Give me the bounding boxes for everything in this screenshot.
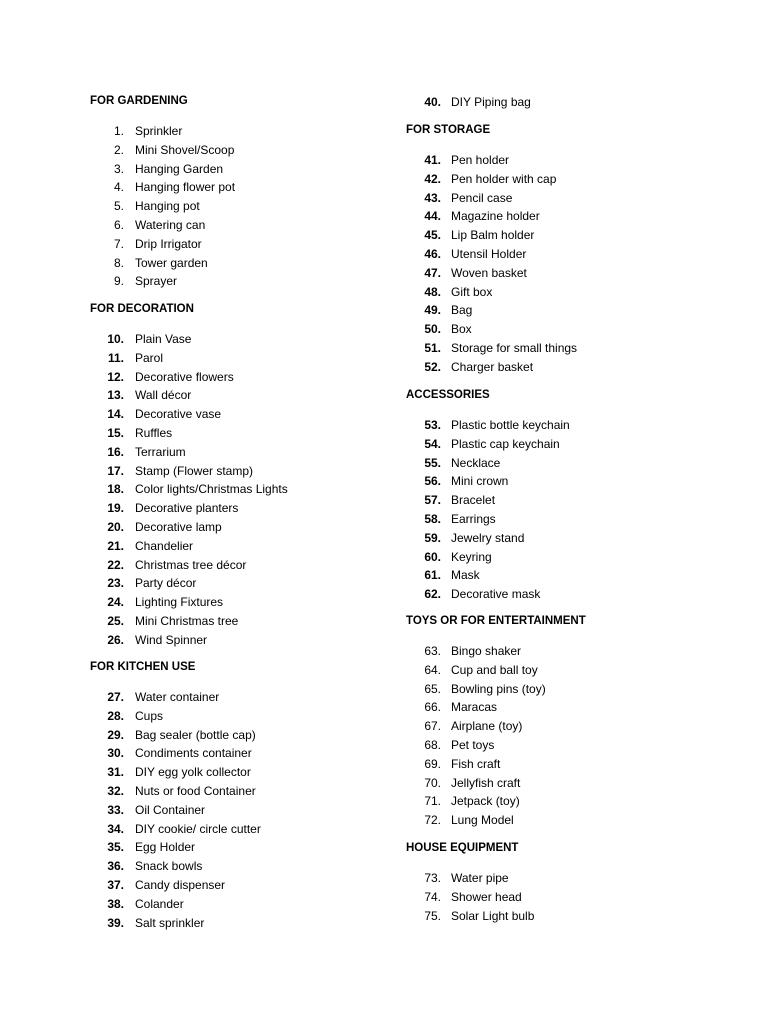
list-item-number: 53. xyxy=(424,418,441,432)
list-item-number: 29. xyxy=(107,727,124,742)
list-item-text: Magazine holder xyxy=(451,209,540,224)
section-heading: FOR KITCHEN USE xyxy=(90,661,196,673)
list-item-number: 11. xyxy=(107,350,124,365)
list-item-number: 47. xyxy=(424,265,441,280)
list-item-number: 63. xyxy=(424,644,441,658)
list-item-text: Jellyfish craft xyxy=(451,775,521,790)
list-item-text: Mini Christmas tree xyxy=(135,614,239,628)
list-item-text: Shower head xyxy=(451,889,522,904)
list-item-text: Mini Shovel/Scoop xyxy=(135,142,235,157)
section-heading: FOR STORAGE xyxy=(406,124,491,136)
list-item-text: Cups xyxy=(135,708,164,723)
list-item-text: Water container xyxy=(135,690,220,704)
list-item-text: Lighting Fixtures xyxy=(135,595,224,610)
list-item-text: Wind Spinner xyxy=(135,632,208,647)
list-item-text: DIY cookie/ circle cutter xyxy=(135,821,261,836)
list-item-text: Party décor xyxy=(135,576,197,591)
list-item-number: 10. xyxy=(107,332,124,346)
list-item-text: Jetpack (toy) xyxy=(451,794,520,809)
list-item-text: Gift box xyxy=(451,284,493,299)
list-item-number: 65. xyxy=(424,681,441,696)
list-item-number: 23. xyxy=(107,576,124,591)
list-item-number: 20. xyxy=(107,520,124,534)
list-item-text: Lung Model xyxy=(451,813,514,828)
list-item-text: Pen holder with cap xyxy=(451,171,557,186)
list-item-number: 26. xyxy=(107,632,124,647)
list-item-number: 68. xyxy=(424,738,441,752)
list-item-text: Parol xyxy=(135,350,164,365)
list-item-text: Decorative planters xyxy=(135,501,239,516)
list-item-text: Terrarium xyxy=(135,444,186,459)
list-item-text: Bracelet xyxy=(451,493,496,508)
list-item-text: Hanging pot xyxy=(135,199,200,214)
section-heading: TOYS OR FOR ENTERTAINMENT xyxy=(406,615,586,627)
list-item-text: Earrings xyxy=(451,512,496,526)
list-item-text: Lip Balm holder xyxy=(451,228,535,243)
list-item-number: 5. xyxy=(113,199,124,214)
list-item-text: DIY egg yolk collector xyxy=(135,765,251,780)
list-item-number: 41. xyxy=(424,153,441,167)
list-item-text: Box xyxy=(451,322,472,337)
list-item-number: 21. xyxy=(107,538,124,553)
list-item-number: 32. xyxy=(107,784,124,798)
list-item-number: 18. xyxy=(107,482,124,497)
list-item-number: 64. xyxy=(424,662,441,677)
list-item-number: 22. xyxy=(107,557,124,572)
list-item-number: 16. xyxy=(107,444,124,459)
list-item-number: 12. xyxy=(107,369,124,384)
list-item-text: Pen holder xyxy=(451,153,510,167)
list-item-number: 49. xyxy=(424,303,441,318)
list-item-number: 56. xyxy=(424,474,441,489)
list-item-number: 54. xyxy=(424,436,441,451)
list-item-number: 28. xyxy=(107,708,124,723)
list-item-number: 58. xyxy=(424,512,441,526)
list-item-number: 42. xyxy=(424,171,441,186)
list-item-number: 36. xyxy=(107,859,124,874)
list-item-text: Drip Irrigator xyxy=(135,236,202,251)
list-item-number: 75. xyxy=(424,908,441,923)
list-item-number: 72. xyxy=(424,813,441,828)
list-item-number: 44. xyxy=(424,209,441,224)
list-item-text: Decorative mask xyxy=(451,587,541,602)
list-item-text: Water pipe xyxy=(451,871,509,885)
list-item-text: Decorative flowers xyxy=(135,369,234,384)
list-item-text: Bowling pins (toy) xyxy=(451,681,546,696)
list-item-number: 34. xyxy=(107,821,124,836)
list-item-text: Watering can xyxy=(135,218,206,232)
list-item-number: 13. xyxy=(107,388,124,403)
list-item-number: 4. xyxy=(113,180,124,195)
list-item-text: Pencil case xyxy=(451,190,513,205)
list-item-number: 19. xyxy=(107,501,124,516)
list-item-text: Plain Vase xyxy=(135,332,192,346)
section-heading: FOR GARDENING xyxy=(90,95,188,107)
list-item-text: Salt sprinkler xyxy=(135,915,205,930)
list-item-number: 1. xyxy=(113,124,124,138)
list-item-text: Charger basket xyxy=(451,359,534,374)
list-item-number: 40. xyxy=(424,95,441,109)
list-item-text: Mask xyxy=(451,568,480,583)
list-item-text: Tower garden xyxy=(135,255,208,270)
list-item-number: 57. xyxy=(424,493,441,508)
list-item-number: 2. xyxy=(113,142,124,157)
list-item-number: 60. xyxy=(424,549,441,564)
list-item-text: Hanging Garden xyxy=(135,161,224,176)
list-item-number: 17. xyxy=(107,463,124,478)
list-item-number: 71. xyxy=(424,794,441,809)
list-item-number: 38. xyxy=(107,896,124,911)
list-item-number: 27. xyxy=(107,690,124,704)
list-item-text: Nuts or food Container xyxy=(135,784,256,798)
list-item-number: 8. xyxy=(113,255,124,270)
list-item-text: Utensil Holder xyxy=(451,247,527,261)
list-item-text: Hanging flower pot xyxy=(135,180,236,195)
list-item-text: Decorative vase xyxy=(135,407,222,422)
list-item-text: Wall décor xyxy=(135,388,192,403)
list-item-text: Decorative lamp xyxy=(135,520,222,534)
list-item-number: 50. xyxy=(424,322,441,337)
list-item-number: 7. xyxy=(113,236,124,251)
list-item-text: Storage for small things xyxy=(451,341,578,355)
list-item-number: 15. xyxy=(107,426,124,440)
list-item-text: Snack bowls xyxy=(135,859,203,874)
list-item-text: Maracas xyxy=(451,700,498,715)
list-item-number: 33. xyxy=(107,802,124,817)
list-item-number: 6. xyxy=(113,218,124,232)
list-item-number: 73. xyxy=(424,871,441,885)
list-item-number: 55. xyxy=(424,455,441,470)
list-item-text: Condiments container xyxy=(135,746,252,761)
list-item-text: Christmas tree décor xyxy=(135,557,247,572)
list-item-text: Bingo shaker xyxy=(451,644,522,658)
list-item-number: 52. xyxy=(424,359,441,374)
list-item-number: 39. xyxy=(107,915,124,930)
list-item-text: Egg Holder xyxy=(135,840,196,855)
list-item-text: Woven basket xyxy=(451,265,527,280)
list-item-text: Jewelry stand xyxy=(451,530,525,545)
list-item-number: 14. xyxy=(107,407,124,422)
list-item-text: Oil Container xyxy=(135,802,206,817)
list-item-number: 67. xyxy=(424,719,441,734)
list-item-text: Chandelier xyxy=(135,538,194,553)
list-item-number: 30. xyxy=(107,746,124,761)
list-item-number: 74. xyxy=(424,889,441,904)
list-item-text: Mini crown xyxy=(451,474,509,489)
list-item-text: Plastic cap keychain xyxy=(451,436,560,451)
list-item-number: 69. xyxy=(424,756,441,771)
list-item-text: Candy dispenser xyxy=(135,878,226,892)
list-item-number: 37. xyxy=(107,878,124,892)
list-item-number: 3. xyxy=(113,161,124,176)
list-item-text: Bag sealer (bottle cap) xyxy=(135,727,256,742)
list-item-number: 62. xyxy=(424,587,441,602)
list-item-number: 66. xyxy=(424,700,441,715)
list-item-text: Solar Light bulb xyxy=(451,908,535,923)
list-item-text: Keyring xyxy=(451,549,492,564)
list-item-number: 51. xyxy=(424,341,441,355)
list-item-text: Ruffles xyxy=(135,426,173,440)
list-item-text: Pet toys xyxy=(451,738,495,752)
section-heading: HOUSE EQUIPMENT xyxy=(406,842,519,854)
list-item-number: 46. xyxy=(424,247,441,261)
list-item-text: Necklace xyxy=(451,455,501,470)
list-item-number: 31. xyxy=(107,765,124,780)
list-item-text: Colander xyxy=(135,896,184,911)
list-item-text: Color lights/Christmas Lights xyxy=(135,482,288,497)
list-item-number: 61. xyxy=(424,568,441,583)
list-item-number: 59. xyxy=(424,530,441,545)
list-item-text: Plastic bottle keychain xyxy=(451,418,570,432)
list-item-number: 70. xyxy=(424,775,441,790)
list-item-text: Sprayer xyxy=(135,274,178,289)
list-item-text: Cup and ball toy xyxy=(451,662,538,677)
list-item-text: Sprinkler xyxy=(135,124,183,138)
section-heading: FOR DECORATION xyxy=(90,303,194,315)
list-item-text: Bag xyxy=(451,303,473,318)
list-item-text: Stamp (Flower stamp) xyxy=(135,463,254,478)
list-item-text: Fish craft xyxy=(451,756,501,771)
list-item-text: Airplane (toy) xyxy=(451,719,523,734)
list-item-text: DIY Piping bag xyxy=(451,95,531,109)
list-item-number: 24. xyxy=(107,595,124,610)
list-item-number: 9. xyxy=(113,274,124,289)
section-heading: ACCESSORIES xyxy=(406,389,490,401)
list-item-number: 25. xyxy=(107,614,124,628)
list-item-number: 48. xyxy=(424,284,441,299)
list-item-number: 35. xyxy=(107,840,124,855)
list-item-number: 45. xyxy=(424,228,441,243)
list-item-number: 43. xyxy=(424,190,441,205)
